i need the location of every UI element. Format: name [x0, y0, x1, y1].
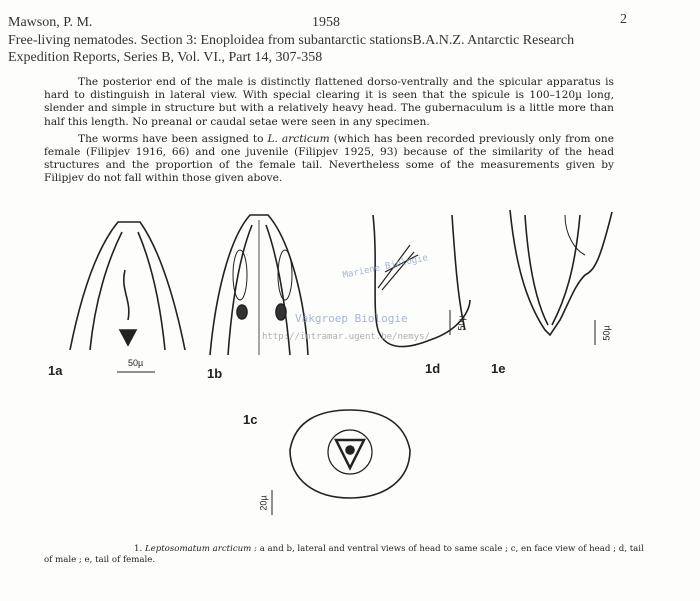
- citation-line-1: Free-living nematodes. Section 3: Enoploidea from subantarctic stationsB.A.N.Z. Antarctic Research: [8, 33, 575, 48]
- figure-1a-drawing: [70, 222, 185, 372]
- figure-1d-drawing: [373, 215, 470, 347]
- figure-1c-drawing: [272, 410, 410, 515]
- figure-label-1b: 1b: [207, 366, 223, 381]
- paragraph-2-text-cont: (which has been recorded previously only from one female (Filipjev 1916, 66) and one juvenile (Filipjev 1925, 93) because of the similarity of the head structures and the proportion of the female tail. Nevertheless some of the measurements given by Filipjev do not fall within those given above.: [44, 132, 614, 185]
- page-number: 2: [620, 12, 627, 27]
- figure-label-1e: 1e: [491, 361, 506, 376]
- scale-1a: 50µ: [128, 358, 144, 368]
- author: Mawson, P. M.: [8, 15, 93, 30]
- citation-line-2: Expedition Reports, Series B, Vol. VI., Part 14, 307-358: [8, 50, 323, 65]
- year: 1958: [312, 15, 340, 30]
- figure-caption: [44, 544, 644, 566]
- species-name: L. arcticum: [267, 132, 330, 145]
- figure-label-1a: 1a: [48, 363, 63, 378]
- paragraph-1: The posterior end of the male is distinctly flattened dorso-ventrally and the spicular apparatus is hard to distinguish in lateral view. With special clearing it is seen that the spicule is 100–120µ long, slender and simple in structure but with a relatively heavy head. The gubernaculum is a little more than half this length. No preanal or caudal setae were seen in any specimen.: [44, 76, 614, 128]
- watermark-line-2: Vakgroep Biologie: [295, 312, 408, 325]
- caption-number: 1.: [134, 544, 145, 554]
- figure-1e-drawing: [510, 210, 612, 345]
- paragraph-2-text: The worms have been assigned to: [78, 132, 268, 145]
- watermark-line-1: Mariene Biologie: [341, 253, 429, 281]
- figure-label-1c: 1c: [243, 412, 258, 427]
- watermark-url: http://intramar.ugent.be/nemys/: [262, 332, 430, 342]
- caption-species: Leptosomatum arcticum :: [144, 544, 257, 554]
- caption-text: a and b, lateral and ventral views of head to same scale ; c, en face view of head ; d, tail of male ; e, tail of female.: [44, 544, 644, 565]
- scale-1c: 20µ: [258, 495, 269, 511]
- scale-1e: 50µ: [601, 325, 612, 341]
- figure-label-1d: 1d: [425, 361, 441, 376]
- scale-1d: 50µ: [456, 315, 467, 331]
